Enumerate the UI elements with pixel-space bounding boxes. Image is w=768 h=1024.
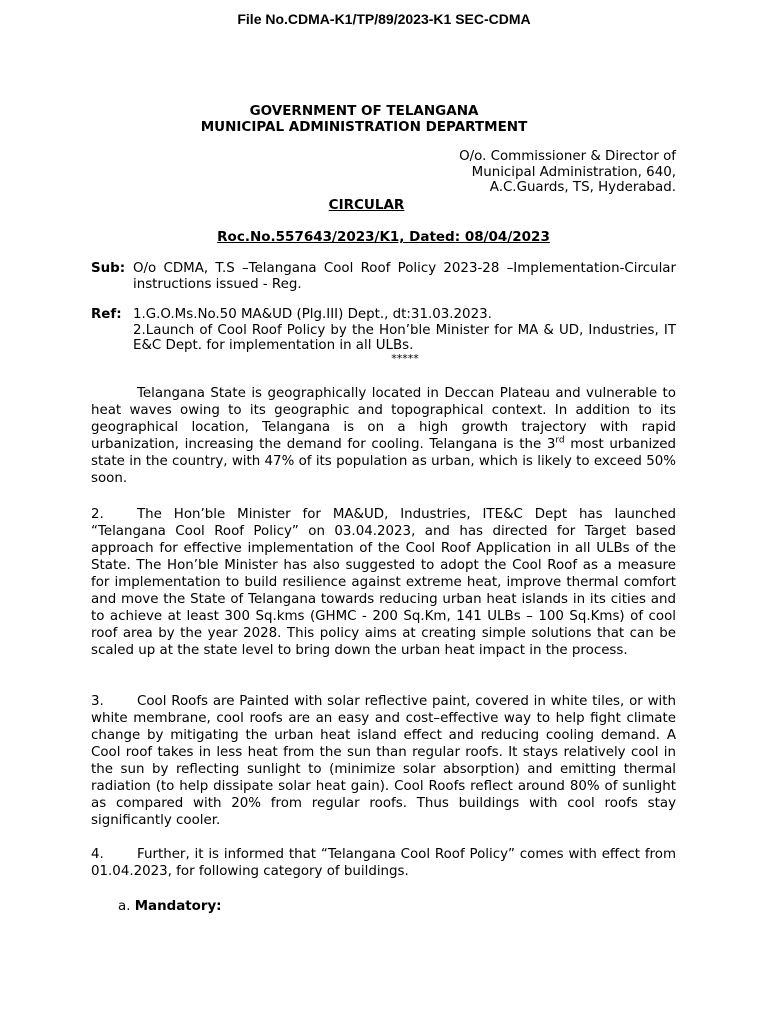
paragraph-1	[91, 385, 676, 487]
reference-item-1: 1.G.O.Ms.No.50 MA&UD (Plg.III) Dept., dt:31.03.2023.	[133, 307, 492, 322]
paragraph-1-text-b: most urbanized state in the country, with 47% of its population as urban, which is likely to exceed 50% soon.	[91, 437, 676, 486]
circular-title: CIRCULAR	[328, 197, 405, 213]
government-heading: GOVERNMENT OF TELANGANA	[249, 103, 479, 119]
paragraph-4-text: Further, it is informed that “Telangana Cool Roof Policy” comes with effect from 01.04.2023, for following category of buildings.	[91, 847, 676, 879]
ordinal-suffix: rd	[555, 435, 565, 446]
reference-block	[91, 307, 676, 354]
paragraph-4-number: 4.	[91, 847, 104, 862]
paragraph-2-number: 2.	[91, 507, 104, 522]
paragraph-3-number: 3.	[91, 694, 104, 709]
office-address	[459, 149, 676, 196]
paragraph-4	[91, 846, 676, 880]
subject-label: Sub:	[91, 261, 126, 276]
mandatory-item	[118, 898, 222, 915]
reference-number: Roc.No.557643/2023/K1, Dated: 08/04/2023	[217, 229, 550, 245]
reference-label: Ref:	[91, 307, 122, 322]
mandatory-label: Mandatory:	[134, 899, 222, 914]
office-address-line: Municipal Administration, 640,	[471, 164, 676, 180]
office-address-line: O/o. Commissioner & Director of	[459, 149, 676, 164]
department-heading: MUNICIPAL ADMINISTRATION DEPARTMENT	[200, 119, 528, 135]
paragraph-3-text: Cool Roofs are Painted with solar reflective paint, covered in white tiles, or with white membrane, cool roofs are an easy and cost–effective way to help fight climate change by mitigating the urban heat island effect and reducing cooling demand. A Cool roof takes in less heat from the sun than regular roofs. It stays relatively cool in the sun by reflecting sunlight to (minimize solar absorption) and emitting thermal radiation (to help dissipate solar heat gain). Cool Roofs reflect around 80% of sunlight as compared with 20% from regular roofs. Thus buildings with cool roofs stay significantly cooler.	[91, 694, 676, 828]
paragraph-3	[91, 693, 676, 829]
subject-block	[91, 261, 676, 292]
reference-item-2: 2.Launch of Cool Roof Policy by the Hon’ble Minister for MA & UD, Industries, IT E&C Dept. for implementation in all ULBs.	[133, 322, 676, 353]
subject-text: O/o CDMA, T.S –Telangana Cool Roof Policy 2023-28 –Implementation-Circular instructions issued - Reg.	[133, 261, 676, 292]
mandatory-marker: a.	[118, 899, 131, 914]
office-address-line: A.C.Guards, TS, Hyderabad.	[489, 180, 676, 195]
separator-stars: *****	[391, 352, 419, 365]
paragraph-2	[91, 506, 676, 659]
file-number: File No.CDMA-K1/TP/89/2023-K1 SEC-CDMA	[237, 11, 531, 27]
paragraph-2-text: The Hon’ble Minister for MA&UD, Industries, ITE&C Dept has launched “Telangana Cool Roof Policy” on 03.04.2023, and has directed for Target based approach for effective implementation of the Cool Roof Application in all ULBs of the State. The Hon’ble Minister has also suggested to adopt the Cool Roof as a measure for implementation to build resilience against extreme heat, improve thermal comfort and move the State of Telangana towards reducing urban heat islands in its cities and to achieve at least 300 Sq.kms (GHMC - 200 Sq.Km, 141 ULBs – 100 Sq.Kms) of cool roof area by the year 2028. This policy aims at creating simple solutions that can be scaled up at the state level to bring down the urban heat impact in the process.	[91, 507, 676, 658]
paragraph-1-text-a: Telangana State is geographically located in Deccan Plateau and vulnerable to heat waves owing to its geographic and topographical context. In addition to its geographical location, Telangana is on a high growth trajectory with rapid urbanization, increasing the demand for cooling. Telangana is the 3	[91, 386, 676, 452]
